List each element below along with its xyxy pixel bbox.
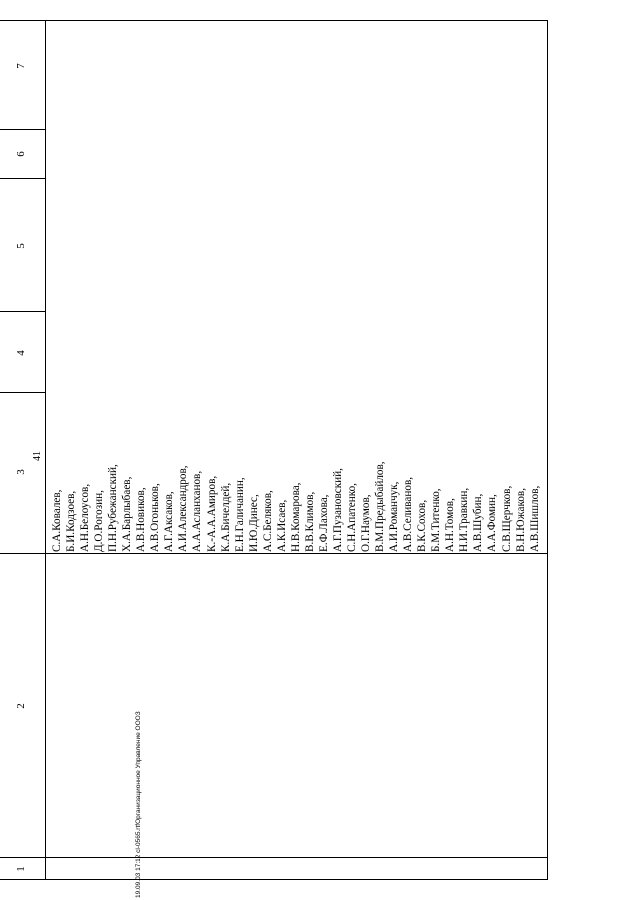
list-item: Н.И.Травкин, [458, 487, 471, 552]
list-item: А.В.Шубин, [472, 493, 485, 552]
column-divider-1 [0, 857, 548, 858]
list-item: А.И.Александров, [177, 465, 190, 552]
list-item: В.В.Климов, [303, 491, 316, 552]
page-number: 41 [32, 451, 43, 461]
list-item: А.В.Селиванов, [402, 476, 415, 552]
document-footer: 19.09.03 17:12 cl-0565.rtfОрганизационное Управление ОООЗ [135, 711, 142, 898]
column-header-4: 4 [15, 350, 27, 356]
list-item: А.В.Огоньков, [149, 483, 162, 552]
list-item: А.В.Шишлов, [528, 485, 541, 552]
data-table [0, 20, 548, 880]
list-item: С.Н.Апатенко, [345, 483, 358, 552]
table-border-left [0, 879, 548, 880]
column-header-3: 3 [15, 469, 27, 475]
list-item: Б.М.Титенко, [430, 488, 443, 552]
column-header-2: 2 [15, 703, 27, 709]
list-item: А.А.Фомин, [486, 494, 499, 552]
column-header-5: 5 [15, 243, 27, 249]
list-item: О.Г.Наумов, [360, 494, 373, 552]
table-border-bottom [547, 20, 548, 880]
table-border-right [0, 20, 548, 21]
list-item: К.А.Бичелдей, [219, 482, 232, 552]
list-item: С.А.Ковалев, [51, 489, 63, 552]
column-divider-4 [0, 311, 46, 312]
column-divider-2 [0, 553, 548, 554]
list-item: Н.В.Комарова, [289, 482, 302, 552]
list-item: А.С.Беляков, [261, 490, 274, 552]
column-header-7: 7 [15, 63, 27, 69]
list-item: Е.Н.Галичанин, [233, 477, 246, 552]
column-header-1: 1 [15, 866, 27, 872]
list-item: А.Г.Аксаков, [163, 491, 176, 552]
column-divider-6 [0, 129, 46, 130]
list-item: В.М.Предыбайлов, [374, 461, 387, 552]
list-item: В.К.Сохов, [416, 499, 429, 552]
list-item: Д.О.Рогозин, [93, 490, 106, 552]
list-item: И.Ю.Динес, [247, 494, 260, 552]
list-item: А.А.Асланханов, [191, 470, 204, 552]
list-item: В.Н.Южаков, [514, 487, 527, 552]
column-divider-5 [0, 178, 46, 179]
list-item: А.Н.Белоусов, [79, 483, 92, 552]
list-item: А.Г.Пузановский, [331, 468, 344, 552]
list-item: А.И.Романчук, [388, 481, 401, 552]
list-item: Х.А.Барлыбаев, [121, 476, 134, 552]
list-item: П.Н.Рубежанский, [107, 464, 120, 552]
column-divider-3 [0, 392, 46, 393]
header-row-divider [45, 20, 46, 880]
table-grid [0, 20, 548, 880]
list-item: Е.Ф.Лахова, [317, 494, 330, 552]
list-item: А.Н.Томов, [444, 498, 457, 552]
column-header-6: 6 [15, 151, 27, 157]
list-item: А.В.Новиков, [135, 487, 148, 552]
list-item: Б.И.Кодзоев, [65, 490, 78, 552]
names-list [50, 352, 540, 552]
list-item: К.-А.А.Амиров, [205, 475, 218, 552]
list-item: С.В.Щерчков, [500, 485, 513, 552]
list-item: А.К.Исаев, [275, 499, 288, 552]
